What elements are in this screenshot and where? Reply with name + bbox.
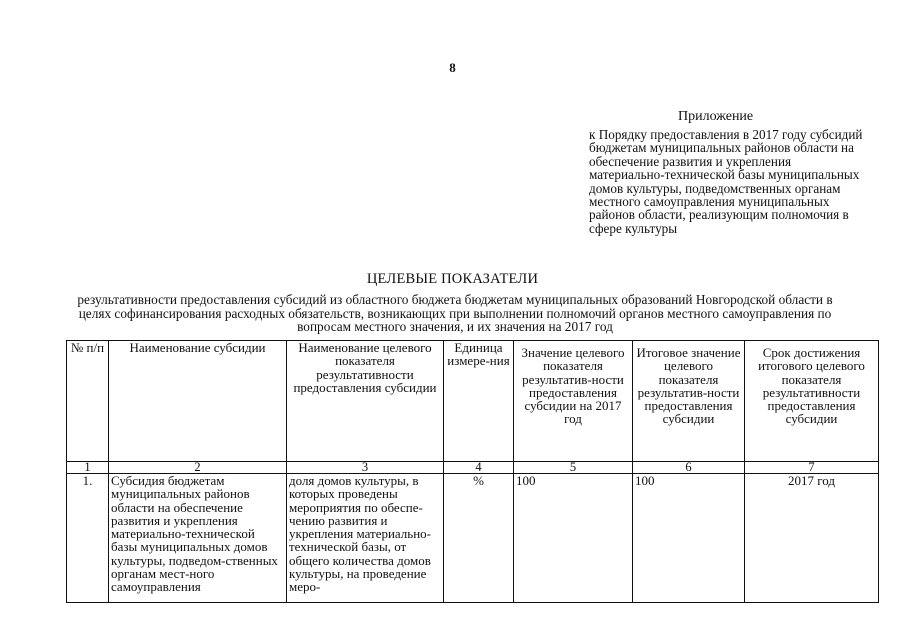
column-number: 2: [109, 462, 287, 474]
header-cell: Единица измере-ния: [444, 341, 514, 462]
final-value: 100: [633, 474, 745, 603]
page-number: 8: [449, 60, 456, 75]
column-number: 7: [745, 462, 879, 474]
header-cell: Наименование субсидии: [109, 341, 287, 462]
column-number: 3: [287, 462, 444, 474]
indicators-table: [66, 340, 879, 603]
header-cell: Итоговое значение целевого показателя результатив-ности предоставления субсидии: [633, 341, 745, 462]
header-cell: Срок достижения итогового целевого показателя результативности предоставления субсидии: [745, 341, 879, 462]
header-cell: Наименование целевого показателя результативности предоставления субсидии: [287, 341, 444, 462]
table-row: [67, 474, 879, 603]
value-2017: 100: [514, 474, 633, 603]
document-heading: ЦЕЛЕВЫЕ ПОКАЗАТЕЛИ: [366, 271, 539, 287]
unit: %: [444, 474, 514, 603]
appendix-text: к Порядку предоставления в 2017 году субсидий бюджетам муниципальных районов области на обеспечение развития и укрепления материально-технической базы муниципальных домов культуры, подведомственных органам местного самоуправления муниципальных районов области, реализующим полномочия в сфере культуры: [589, 127, 863, 236]
table-header-row: [67, 341, 879, 462]
appendix-title: Приложение: [678, 109, 754, 124]
column-number: 6: [633, 462, 745, 474]
header-cell: № п/п: [67, 341, 109, 462]
column-number: 1: [67, 462, 109, 474]
column-number: 4: [444, 462, 514, 474]
header-cell: Значение целевого показателя результатив-ности предоставления субсидии на 2017 год: [514, 341, 633, 462]
subsidy-name: Субсидия бюджетам муниципальных районов области на обеспечение развития и укрепления материально-технической базы муниципальных домов культуры, подведом-ственных органам мест-ного самоуправления: [109, 474, 287, 603]
deadline: 2017 год: [745, 474, 879, 603]
row-number: 1.: [67, 474, 109, 603]
column-number: 5: [514, 462, 633, 474]
indicator-name: доля домов культуры, в которых проведены мероприятия по обеспе-чению развития и укрепления материально-технической базы, от общего количества домов культуры, на проведение меро-: [287, 474, 444, 603]
document-subheading: результативности предоставления субсидий из областного бюджета бюджетам муниципальных образований Новгородской области в целях софинансирования расходных обязательств, возникающих при выполнении полномочий органов местного самоуправления по вопросам местного значения, и их значения на 2017 год: [77, 292, 833, 335]
column-number-row: [67, 462, 879, 474]
